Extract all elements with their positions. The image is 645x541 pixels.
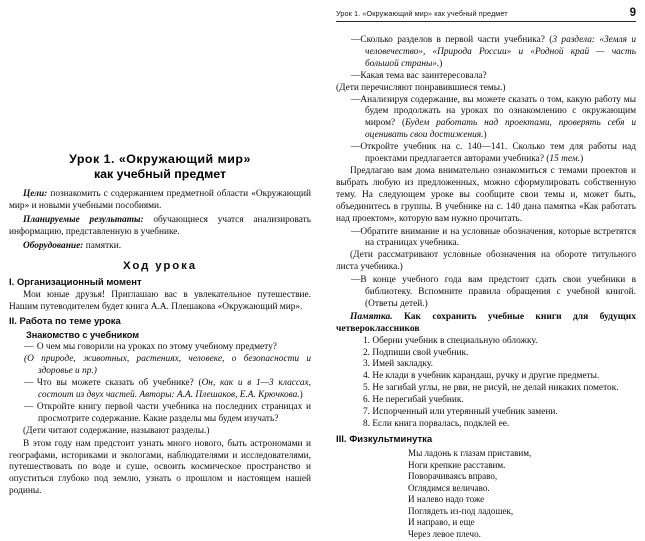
left-column — [0, 0, 322, 540]
list-item: 6. Не перегибай учебник. — [363, 395, 464, 406]
teacher-note: (Дети перечисляют понравившиеся темы.) — [336, 82, 506, 93]
question-text: Откройте учебник на с. 140—141. Сколько тем для работы над проектами предлагается авторами учебника? ( — [360, 142, 636, 165]
lesson-title-line-1: Урок 1. «Окружающий мир» — [69, 152, 251, 166]
subheading-textbook-intro: Знакомство с учебником — [26, 329, 140, 340]
list-item: 3. Имей закладку. — [363, 359, 433, 370]
question-answer-tail: ) — [580, 154, 584, 165]
question-answer: 15 тем. — [549, 154, 581, 165]
verse-line: Ноги крепкие расставим. — [408, 459, 506, 470]
list-item: 7. Испорченный или утерянный учебник замени. — [363, 407, 558, 418]
question-answer-tail: ) — [439, 58, 443, 69]
dash-marker: — — [351, 275, 361, 286]
projects-paragraph: Предлагаю вам дома внимательно ознакомиться с темами проектов и выбрать любую из предложенных, можно сформулировать собственную тему. На следующем уроке вы сообщите свои темы и, может быть, объединитесь в группы. В учебнике на с. 140 дана памятка «Как работать над проектом», которую вам нужно прочитать. — [336, 165, 636, 224]
question-text: О чем мы говорили на уроках по этому учебному предмету? — [36, 341, 277, 352]
list-item: 8. Если книга порвалась, подклей ее. — [363, 419, 510, 429]
question-text: Обратите внимание и на условные обозначения, которые встретятся на страницах учебника. — [360, 226, 636, 249]
section-heading-organizational-moment: I. Организационный момент — [9, 276, 142, 288]
dash-marker: — — [24, 341, 34, 352]
list-item: 4. Не клади в учебник карандаш, ручку и другие предметы. — [363, 371, 600, 382]
question-answer: 3 раздела: «Земля и человечество», «Природа России» и «Родной край — часть большой страны». — [365, 35, 636, 69]
question-item — [9, 378, 311, 402]
planned-results-label: Планируемые результаты: — [23, 215, 144, 226]
section-heading-physical-minute: III. Физкультминутка — [336, 433, 433, 445]
memo-label: Памятка. — [350, 311, 393, 322]
memo-heading — [336, 312, 636, 336]
running-head — [336, 7, 636, 33]
teacher-note: (Дети читают содержание, называют разделы.) — [23, 426, 210, 437]
question-answer: (О природе, животных, растениях, человеке, о безопасности и здоровье и пр.) — [24, 354, 311, 376]
equipment-text: памятки. — [83, 241, 122, 252]
memo-list — [336, 336, 636, 431]
question-item — [336, 71, 636, 83]
question-answer: Будем работать над проектами, проверять себя и оценивать свои достижения. — [365, 118, 636, 141]
question-text: Что вы можете сказать об учебнике? ( — [36, 378, 202, 389]
question-item — [336, 95, 636, 143]
question-text: Анализируя содержание, вы можете сказать о том, какую работу мы будем продолжать на уроках по ознакомлению с окружающим миром? ( — [360, 94, 636, 129]
planned-results-paragraph — [9, 215, 311, 239]
question-item — [336, 35, 636, 71]
running-head-inner — [336, 7, 636, 22]
goals-label: Цели: — [23, 189, 48, 200]
dash-marker: — — [351, 226, 361, 237]
verse-line: И направо, и еще — [408, 517, 475, 528]
verse-line: Мы ладонь к глазам приставим, — [408, 447, 532, 458]
organizational-moment-paragraph: Мои юные друзья! Приглашаю вас в увлекательное путешествие. Нашим путеводителем будет книга А.А. Плешакова «Окружающий мир». — [9, 289, 311, 312]
question-answer-tail: ) — [299, 389, 303, 400]
lesson-title — [9, 152, 311, 181]
list-item: 2. Подпиши свой учебник. — [363, 347, 469, 358]
dash-marker: — — [24, 378, 34, 389]
list-item: 5. Не загибай углы, не рви, не рисуй, не делай никаких пометок. — [363, 383, 619, 394]
goals-text: познакомить с содержанием предметной области «Окружающий мир» и новыми учебными пособиями. — [9, 189, 311, 211]
running-head-title: Урок 1. «Окружающий мир» как учебный предмет — [336, 9, 508, 18]
page-number: 9 — [629, 7, 636, 19]
question-item — [336, 227, 636, 251]
equipment-label: Оборудование: — [23, 241, 84, 252]
dash-marker: — — [351, 35, 361, 45]
dash-marker: — — [351, 94, 361, 105]
question-item — [9, 402, 311, 426]
closing-paragraph: В этом году нам предстоит узнать много нового, быть астрономами и географами, историками и экологами, наблюдателями и исследователями, путешествовать по воде и суше, освоить космическое пространство и опуститься глубоко под землю, узнать о прошлом и настоящем нашей родины. — [9, 438, 311, 496]
equipment-paragraph — [9, 241, 311, 253]
course-of-lesson-heading: Ход урока — [123, 259, 197, 272]
lesson-title-line-2: как учебный предмет — [93, 166, 227, 181]
left-column-top-whitespace — [9, 0, 311, 152]
question-answer-tail: ) — [483, 130, 487, 141]
section-heading-topic-work: II. Работа по теме урока — [9, 315, 121, 327]
question-text: Сколько разделов в первой части учебника? ( — [360, 35, 553, 45]
goals-paragraph — [9, 189, 311, 213]
dash-marker: — — [24, 402, 34, 413]
teacher-note: (Дети рассматривают условные обозначения на обороте титульного листа учебника.) — [336, 250, 636, 273]
question-item — [336, 142, 636, 166]
question-text: Какая тема вас заинтересовала? — [360, 70, 487, 81]
question-text: В конце учебного года вам предстоит сдать свои учебники в библиотеку. Вспомните правила обращения с учебной книгой. (Ответы детей.) — [360, 275, 636, 309]
right-column — [322, 0, 645, 540]
list-item: 1. Оберни учебник в специальную обложку. — [363, 335, 538, 346]
planned-results-text: обучающиеся учатся анализировать информацию, представленную в учебнике. — [9, 215, 311, 237]
memo-title: Как сохранить учебные книги для будущих четвероклассников — [336, 311, 636, 334]
question-item — [9, 342, 311, 354]
question-answer: Он, как и в 1—3 классах, состоит из двух частей. Авторы: А.А. Плешаков, Е.А. Крючкова. — [38, 378, 311, 400]
question-item — [336, 275, 636, 311]
verse-block — [336, 448, 636, 541]
dash-marker: — — [351, 70, 361, 81]
verse-line: Оглядимся величаво. — [408, 482, 490, 493]
verse-line: И налево надо тоже — [408, 494, 485, 505]
verse-line: Поглядеть из-под ладошек, — [408, 505, 514, 516]
dash-marker: — — [351, 142, 361, 153]
verse-line: Поворачиваясь вправо, — [408, 471, 498, 482]
verse-line: Через левое плечо. — [408, 529, 481, 540]
question-text: Откройте книгу первой части учебника на последних страницах и просмотрите содержание. Какие разделы мы будем изучать? — [36, 402, 311, 424]
